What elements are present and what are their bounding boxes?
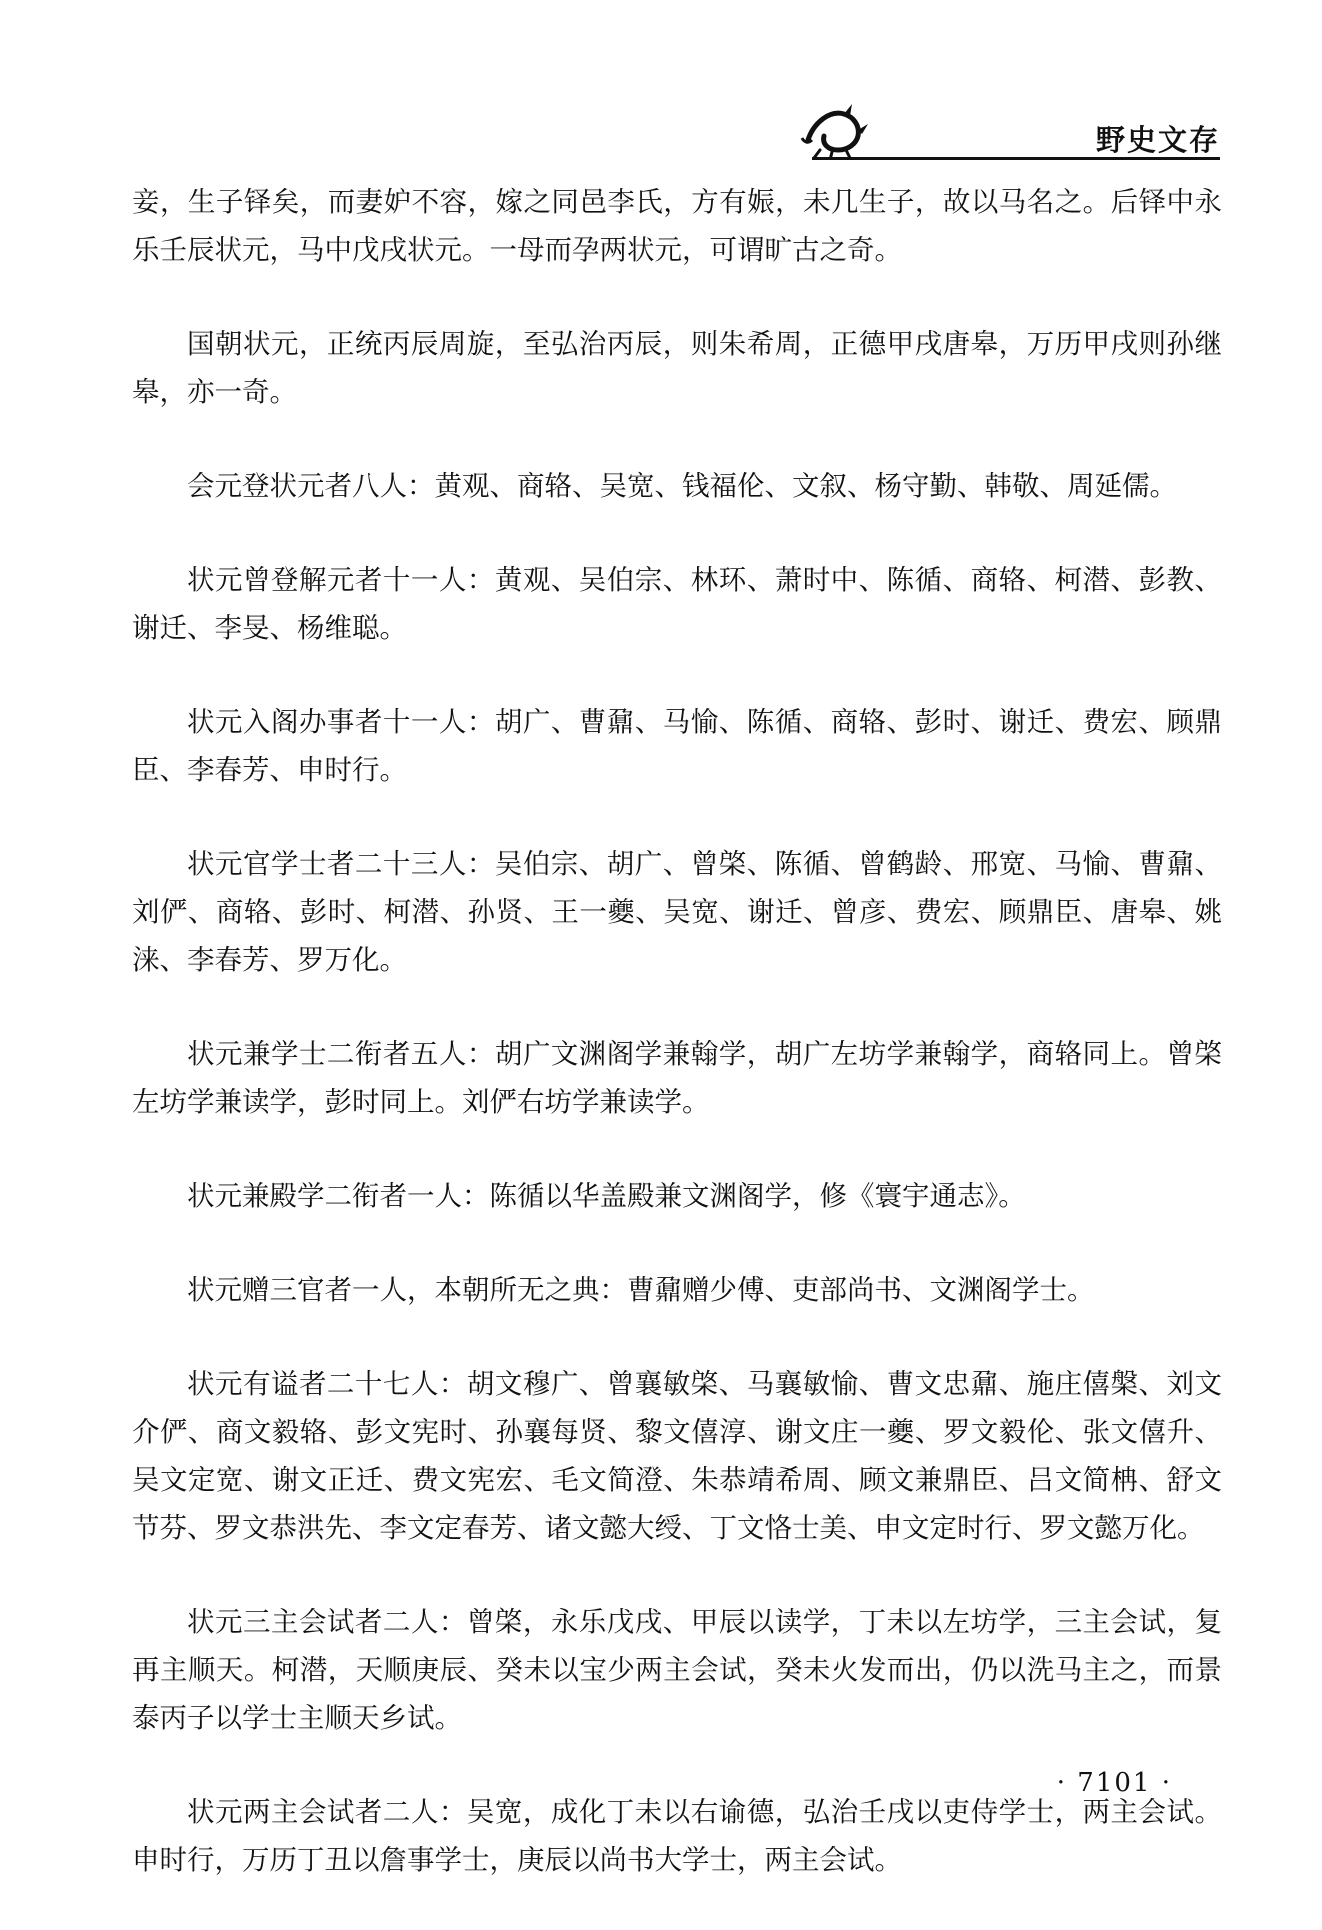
text-body (132, 178, 1222, 1930)
paragraph: 会元登状元者八人：黄观、商辂、吴宽、钱福伦、文叙、杨守勤、韩敬、周延儒。 (187, 470, 1177, 502)
paragraph: 状元官学士者二十三人：吴伯宗、胡广、曾棨、陈循、曾鹤龄、邢宽、马愉、曹鼐、刘俨、商辂、彭时、柯潜、孙贤、王一夔、吴宽、谢迁、曾彦、费宏、顾鼎臣、唐皋、姚涞、李春芳、罗万化。 (132, 848, 1222, 976)
paragraph: 状元入阁办事者十一人：胡广、曹鼐、马愉、陈循、商辂、彭时、谢迁、费宏、顾鼎臣、李春芳、申时行。 (132, 706, 1222, 786)
paragraph: 状元赠三官者一人，本朝所无之典：曹鼐赠少傅、吏部尚书、文渊阁学士。 (187, 1274, 1095, 1306)
paragraph: 状元两主会试者二人：吴宽，成化丁未以右谕德，弘治壬戌以吏侍学士，两主会试。申时行，万历丁丑以詹事学士，庚辰以尚书大学士，两主会试。 (132, 1796, 1222, 1876)
paragraph: 状元兼学士二衔者五人：胡广文渊阁学兼翰学，胡广左坊学兼翰学，商辂同上。曾棨左坊学兼读学，彭时同上。刘俨右坊学兼读学。 (132, 1038, 1222, 1118)
paragraph: 妾，生子铎矣，而妻妒不容，嫁之同邑李氏，方有娠，未几生子，故以马名之。后铎中永乐壬辰状元，马中戊戌状元。一母而孕两状元，可谓旷古之奇。 (132, 186, 1222, 266)
page-number: · 7101 · (1056, 1768, 1172, 1798)
paragraph: 国朝状元，正统丙辰周旋，至弘治丙辰，则朱希周，正德甲戌唐皋，万历甲戌则孙继皋，亦一奇。 (132, 328, 1222, 408)
paragraph: 状元三主会试者二人：曾棨，永乐戊戌、甲辰以读学，丁未以左坊学，三主会试，复再主顺天。柯潜，天顺庚辰、癸未以宝少两主会试，癸未火发而出，仍以洗马主之，而景泰丙子以学士主顺天乡试。 (132, 1606, 1222, 1734)
series-title: 野史文存 (1095, 123, 1220, 157)
paragraph: 状元有谥者二十七人：胡文穆广、曾襄敏棨、马襄敏愉、曹文忠鼐、施庄僖槃、刘文介俨、商文毅辂、彭文宪时、孙襄每贤、黎文僖淳、谢文庄一夔、罗文毅伦、张文僖升、吴文定宽、谢文正迁、费文宪宏、毛文简澄、朱恭靖希周、顾文兼鼎臣、吕文简柟、舒文节芬、罗文恭洪先、李文定春芳、诸文懿大绶、丁文恪士美、申文定时行、罗文懿万化。 (132, 1368, 1222, 1544)
dragon-emblem-icon (800, 100, 870, 160)
paragraph: 状元曾登解元者十一人：黄观、吴伯宗、林环、萧时中、陈循、商辂、柯潜、彭教、谢迁、李旻、杨维聪。 (132, 564, 1222, 644)
paragraph: 状元兼殿学二衔者一人：陈循以华盖殿兼文渊阁学，修《寰宇通志》。 (187, 1180, 1026, 1212)
running-header (800, 100, 1220, 160)
header-rule (812, 157, 1220, 160)
